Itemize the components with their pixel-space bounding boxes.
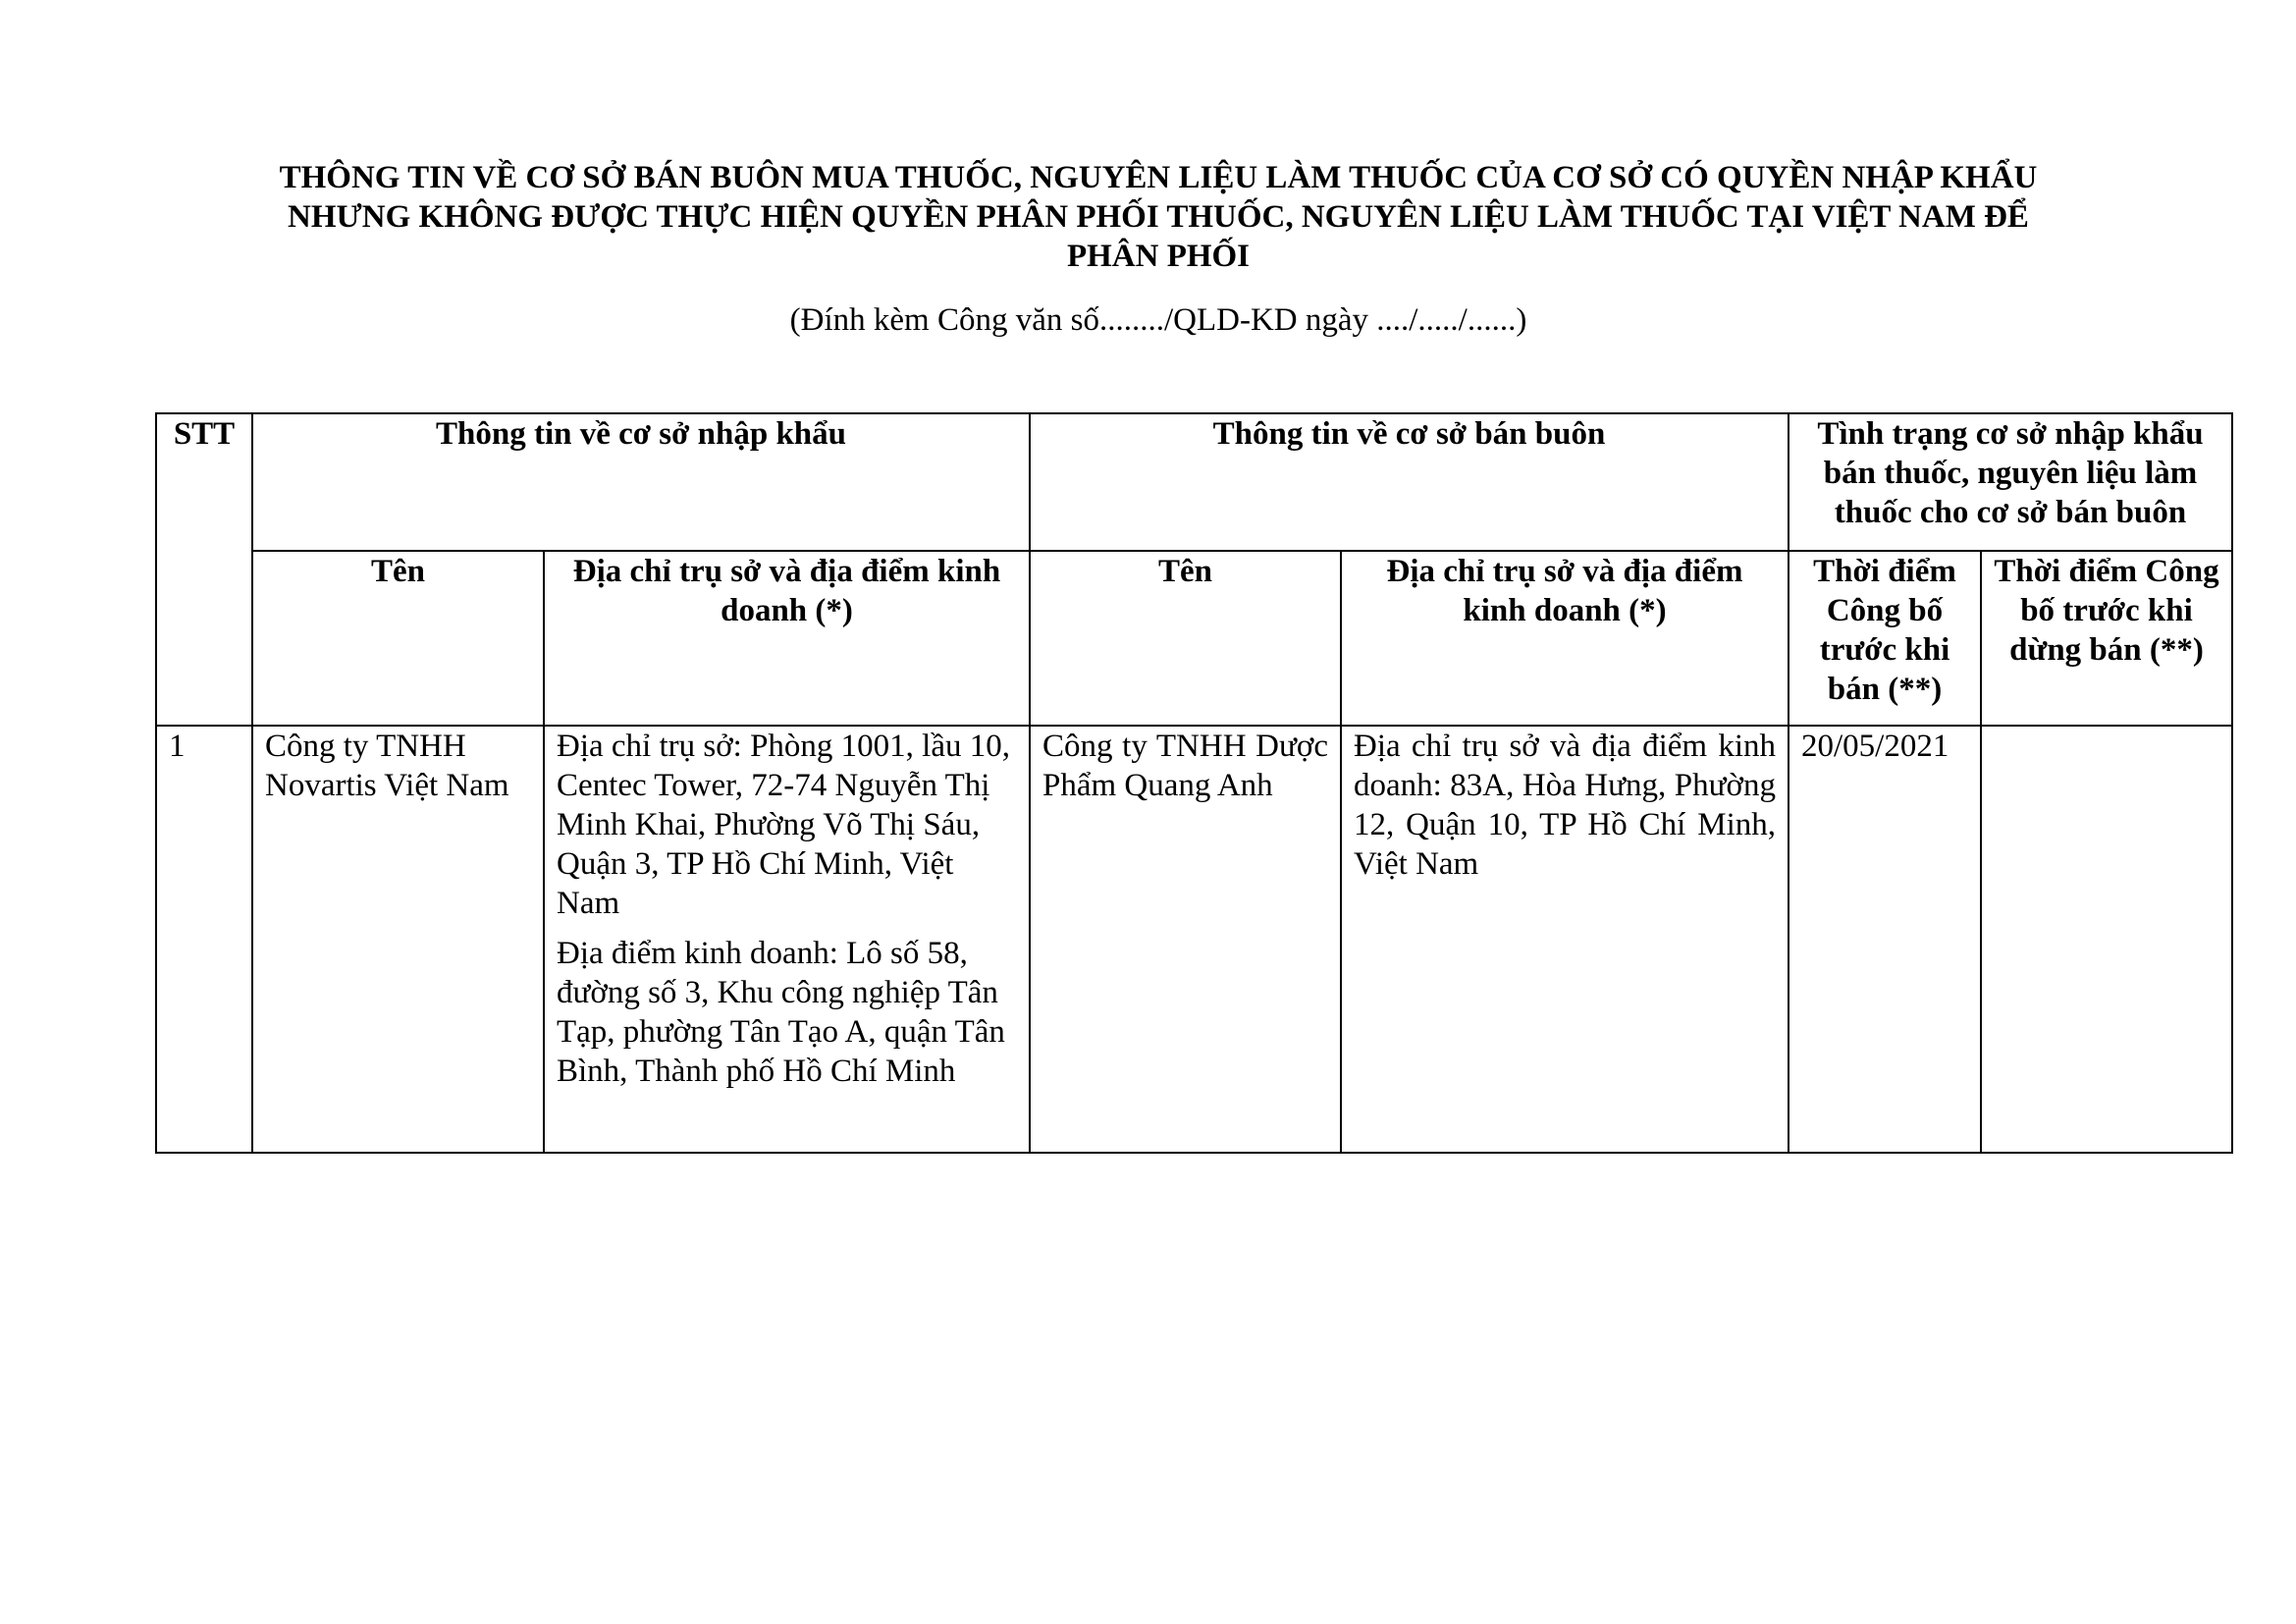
- cell-importer-name: Công ty TNHH Novartis Việt Nam: [252, 726, 544, 1153]
- header-stt: STT: [156, 413, 252, 726]
- document-title: [157, 158, 2160, 276]
- header-importer-name: Tên: [252, 551, 544, 726]
- cell-stt: 1: [156, 726, 252, 1153]
- header-announce-before-sale: Thời điểm Công bố trước khi bán (**): [1789, 551, 1981, 726]
- title-line-3: PHÂN PHỐI: [1066, 239, 1251, 274]
- header-announce-before-stop: Thời điểm Công bố trước khi dừng bán (**): [1981, 551, 2232, 726]
- header-wholesaler-address: Địa chỉ trụ sở và địa điểm kinh doanh (*): [1341, 551, 1789, 726]
- document-subtitle: (Đính kèm Công văn số......../QLD-KD ngày ..../...../......): [789, 302, 1527, 338]
- table-row: [156, 726, 2232, 1153]
- title-line-1: THÔNG TIN VỀ CƠ SỞ BÁN BUÔN MUA THUỐC, NGUYÊN LIỆU LÀM THUỐC CỦA CƠ SỞ CÓ QUYỀN NHẬP KHẨU: [279, 160, 2038, 195]
- cell-announce-before-sale: 20/05/2021: [1789, 726, 1981, 1153]
- header-importer-address: Địa chỉ trụ sở và địa điểm kinh doanh (*): [544, 551, 1030, 726]
- header-importer-group: Thông tin về cơ sở nhập khẩu: [252, 413, 1030, 551]
- header-row-1: [156, 413, 2232, 551]
- importer-business-location: Địa điểm kinh doanh: Lô số 58, đường số 3, Khu công nghiệp Tân Tạp, phường Tân Tạo A, quận Tân Bình, Thành phố Hồ Chí Minh: [557, 936, 1005, 1089]
- importer-head-office: Địa chỉ trụ sở: Phòng 1001, lầu 10, Centec Tower, 72-74 Nguyễn Thị Minh Khai, Phường Võ Thị Sáu, Quận 3, TP Hồ Chí Minh, Việt Nam: [557, 729, 1010, 921]
- cell-announce-before-stop: [1981, 726, 2232, 1153]
- header-status-group: Tình trạng cơ sở nhập khẩu bán thuốc, nguyên liệu làm thuốc cho cơ sở bán buôn: [1789, 413, 2232, 551]
- title-line-2: NHƯNG KHÔNG ĐƯỢC THỰC HIỆN QUYỀN PHÂN PHỐI THUỐC, NGUYÊN LIỆU LÀM THUỐC TẠI VIỆT NAM ĐỂ: [288, 199, 2029, 235]
- wholesale-info-table: [155, 412, 2233, 1154]
- header-wholesaler-name: Tên: [1030, 551, 1341, 726]
- cell-wholesaler-address: Địa chỉ trụ sở và địa điểm kinh doanh: 83A, Hòa Hưng, Phường 12, Quận 10, TP Hồ Chí Minh, Việt Nam: [1341, 726, 1789, 1153]
- cell-wholesaler-name: Công ty TNHH Dược Phẩm Quang Anh: [1030, 726, 1341, 1153]
- cell-importer-address: [544, 726, 1030, 1153]
- header-wholesaler-group: Thông tin về cơ sở bán buôn: [1030, 413, 1789, 551]
- header-row-2: [156, 551, 2232, 726]
